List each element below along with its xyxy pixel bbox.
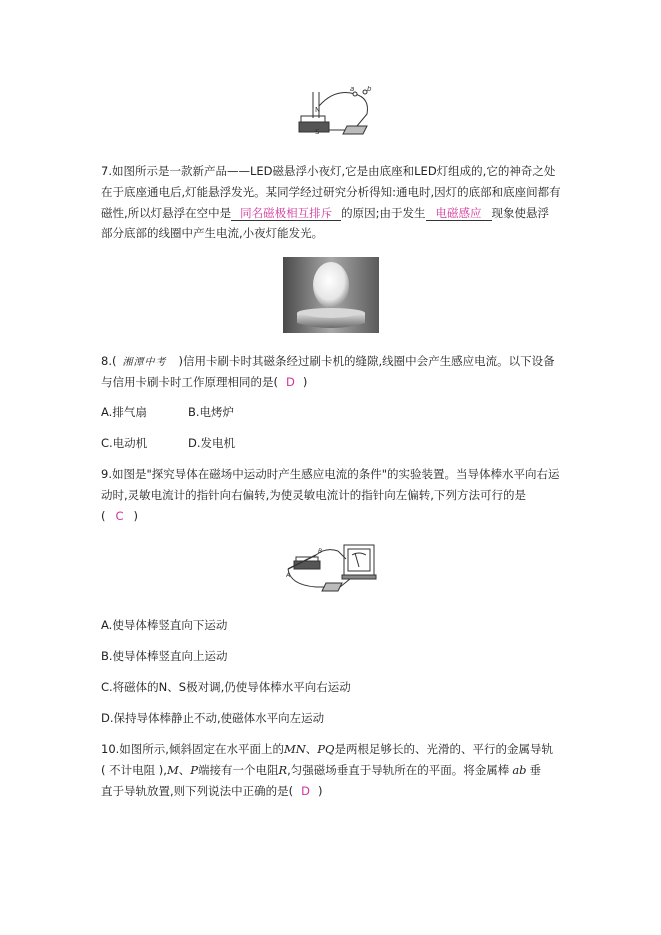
q8-option-a: A.排气扇 — [101, 405, 147, 419]
label-n: N — [315, 106, 321, 114]
q9-line-3 — [101, 509, 138, 523]
levitating-lamp-photo — [283, 257, 379, 333]
label-b: b — [367, 86, 372, 93]
q10-line-1 — [101, 742, 553, 756]
q7-line-3 — [101, 206, 549, 221]
q8-option-b: B.电烤炉 — [188, 405, 235, 419]
q7-text-a: 磁性,所以灯悬浮在空中是 — [101, 206, 232, 220]
q10-sep: 、 — [305, 742, 318, 756]
q10-answer: D — [301, 784, 310, 798]
q10-m: M — [166, 763, 179, 777]
q10-mn: MN — [283, 742, 306, 756]
q8-source-tag: 湘潭中考 — [122, 357, 167, 368]
magnet-circuit-figure — [295, 86, 387, 138]
galvanometer-experiment-figure — [286, 541, 380, 597]
q9-option-c: C.将磁体的N、S极对调,仍使导体棒水平向右运动 — [101, 680, 351, 694]
q10-text-6: 垂 — [529, 763, 542, 777]
q8-line-1 — [101, 354, 555, 370]
q10-text-2: 是两根足够长的、光滑的、平行的金属导轨 — [334, 742, 553, 756]
q9-close: ) — [133, 509, 139, 523]
q9-option-a: A.使导体棒竖直向下运动 — [101, 618, 228, 632]
q10-line-3 — [101, 784, 323, 798]
q10-text-3: ( 不计电阻 ), — [101, 763, 167, 777]
q10-p: P — [190, 763, 198, 777]
q8-prefix: 8.( — [101, 354, 117, 368]
q10-text-7: 直于导轨放置,则下列说法中正确的是( — [101, 784, 294, 798]
q10-line-2 — [101, 763, 541, 777]
q7-text-c: 现象使悬浮 — [491, 206, 550, 220]
q7-line-2: 在于底座通电后,灯能悬浮发光。某同学经过研究分析得知:通电时,因灯的底部和底座间都有 — [101, 185, 561, 199]
fig-label-b: B — [318, 548, 323, 555]
q10-pq: PQ — [317, 742, 335, 756]
q8-answer: D — [286, 375, 295, 389]
label-s: S — [315, 128, 320, 136]
q8-close: ) — [302, 375, 308, 389]
q7-text-b: 的原因;由于发生 — [341, 206, 426, 220]
q10-sep2: 、 — [178, 763, 191, 777]
q10-ab: ab — [512, 763, 527, 777]
q9-line-1: 9.如图是"探究导体在磁场中运动时产生感应电流的条件"的实验装置。当导体棒水平向右运 — [101, 467, 560, 481]
q8-text-1: )信用卡刷卡时其磁条经过刷卡机的缝隙,线圈中会产生感应电流。以下设备 — [178, 354, 555, 368]
q10-text-1: 10.如图所示,倾斜固定在水平面上的 — [101, 742, 284, 756]
q8-option-c: C.电动机 — [101, 436, 148, 450]
q9-option-b: B.使导体棒竖直向上运动 — [101, 649, 228, 663]
q10-close: ) — [318, 784, 323, 798]
q9-answer: C — [115, 509, 124, 523]
q10-text-5: ,匀强磁场垂直于导轨所在的平面。将金属棒 — [287, 763, 510, 777]
q10-r: R — [278, 763, 288, 777]
q7-line-4: 部分底部的线圈中产生电流,小夜灯能发光。 — [101, 226, 324, 240]
q10-text-4: 端接有一个电阻 — [197, 763, 279, 777]
q9-option-d: D.保持导体棒静止不动,使磁体水平向左运动 — [101, 711, 325, 725]
fig-label-a: A — [286, 572, 291, 579]
q8-line-2 — [101, 375, 307, 389]
q7-answer-2: 电磁感应 — [426, 206, 492, 221]
q9-open: ( — [101, 509, 106, 523]
q9-line-2: 动时,灵敏电流计的指针向右偏转,为使灵敏电流计的指针向左偏转,下列方法可行的是 — [101, 488, 526, 502]
q8-option-d: D.发电机 — [188, 436, 236, 450]
q7-answer-1: 同名磁极相互排斥 — [231, 206, 341, 221]
q7-line-1: 7.如图所示是一款新产品——LED磁悬浮小夜灯,它是由底座和LED灯组成的,它的神奇之处 — [101, 164, 556, 178]
label-a: a — [350, 86, 355, 93]
q8-text-2: 与信用卡刷卡时工作原理相同的是( — [101, 375, 278, 389]
